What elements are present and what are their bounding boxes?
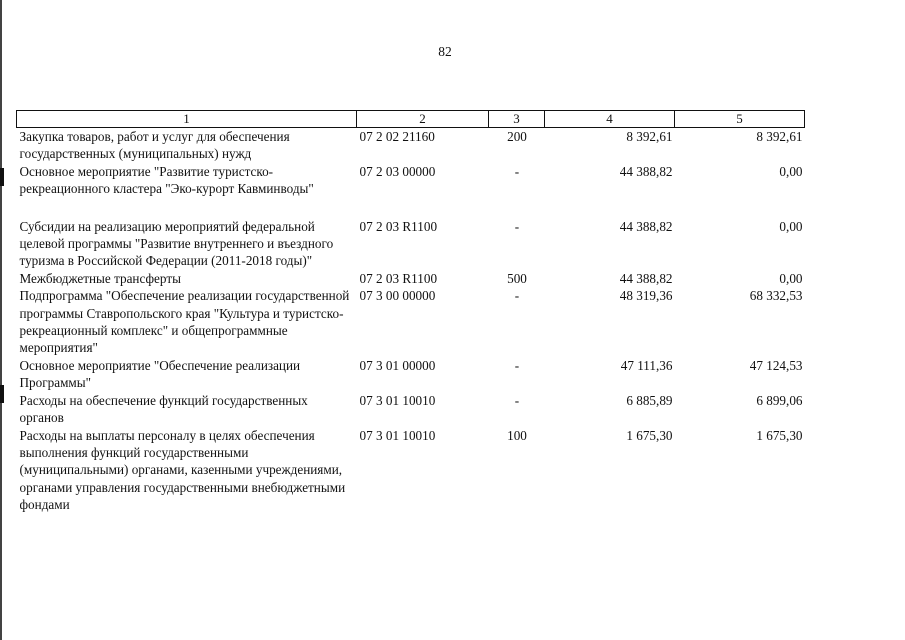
row-name: Закупка товаров, работ и услуг для обеспечения государственных (муниципальных) нужд	[19, 129, 290, 162]
row-kvr: -	[514, 218, 520, 234]
row-code: 07 3 01 00000	[359, 357, 436, 373]
row-value-5: 68 332,53	[749, 288, 803, 304]
row-value-4: 47 111,36	[620, 357, 673, 373]
row-value-4: 6 885,89	[626, 392, 673, 408]
row-code: 07 2 03 R1100	[359, 218, 438, 234]
scan-edge	[0, 0, 2, 640]
row-value-5: 47 124,53	[749, 357, 803, 373]
column-header: 2	[357, 111, 489, 128]
row-value-5: 0,00	[779, 270, 803, 286]
row-value-4: 44 388,82	[619, 270, 673, 286]
table-row	[17, 427, 805, 514]
row-code: 07 2 03 00000	[359, 163, 436, 179]
row-name: Основное мероприятие "Обеспечение реализации Программы"	[19, 357, 301, 391]
scan-edge-mark	[0, 385, 4, 403]
row-kvr: -	[514, 288, 520, 304]
row-name: Расходы на обеспечение функций государственных органов	[19, 392, 308, 426]
table-row	[17, 128, 805, 163]
row-code: 07 2 03 R1100	[359, 270, 438, 286]
row-kvr: -	[514, 163, 520, 179]
row-name: Межбюджетные трансферты	[19, 270, 181, 286]
column-header: 5	[675, 111, 805, 128]
row-value-5: 8 392,61	[756, 129, 803, 144]
row-value-4: 44 388,82	[619, 163, 673, 179]
column-header: 3	[489, 111, 545, 128]
row-kvr: -	[514, 392, 520, 408]
row-value-4: 8 392,61	[626, 129, 673, 144]
budget-table	[16, 110, 805, 514]
row-code: 07 3 01 10010	[359, 427, 436, 443]
table-row	[17, 392, 805, 427]
table-row	[17, 270, 805, 287]
column-header: 1	[17, 111, 357, 128]
table-row	[17, 357, 805, 392]
row-kvr: -	[514, 357, 520, 373]
row-name: Субсидии на реализацию мероприятий федеральной целевой программы "Развитие внутреннего и въездного туризма в Российской Федерации (2011-2018 годы)"	[19, 218, 334, 269]
row-code: 07 3 00 00000	[359, 288, 436, 304]
row-kvr: 500	[507, 270, 527, 286]
row-kvr: 100	[507, 427, 527, 443]
row-name: Расходы на выплаты персоналу в целях обеспечения выполнения функций государственными (муниципальными) органами, казенными учреждениями, органами управления государственными внебюджетными фондами	[19, 427, 346, 513]
row-spacer	[17, 198, 805, 218]
table-row	[17, 218, 805, 270]
table-row	[17, 163, 805, 198]
row-code: 07 2 02 21160	[359, 129, 435, 144]
row-value-4: 1 675,30	[626, 427, 673, 443]
page-number: 82	[438, 44, 452, 59]
row-kvr: 200	[507, 129, 527, 144]
row-name: Подпрограмма "Обеспечение реализации государственной программы Ставропольского края "Культура и туристско-рекреационный комплекс" и общепрограммные мероприятия"	[19, 288, 350, 356]
row-value-4: 44 388,82	[619, 218, 673, 234]
table-row	[17, 287, 805, 357]
row-value-5: 6 899,06	[756, 392, 803, 408]
row-value-5: 1 675,30	[756, 427, 803, 443]
row-value-4: 48 319,36	[619, 288, 673, 304]
table-header-row	[17, 111, 805, 128]
column-header: 4	[545, 111, 675, 128]
row-name: Основное мероприятие "Развитие туристско-рекреационного кластера "Эко-курорт Кавминводы"	[19, 163, 314, 197]
row-code: 07 3 01 10010	[359, 392, 436, 408]
scan-edge-mark	[0, 168, 4, 186]
row-value-5: 0,00	[779, 163, 803, 179]
row-value-5: 0,00	[779, 218, 803, 234]
